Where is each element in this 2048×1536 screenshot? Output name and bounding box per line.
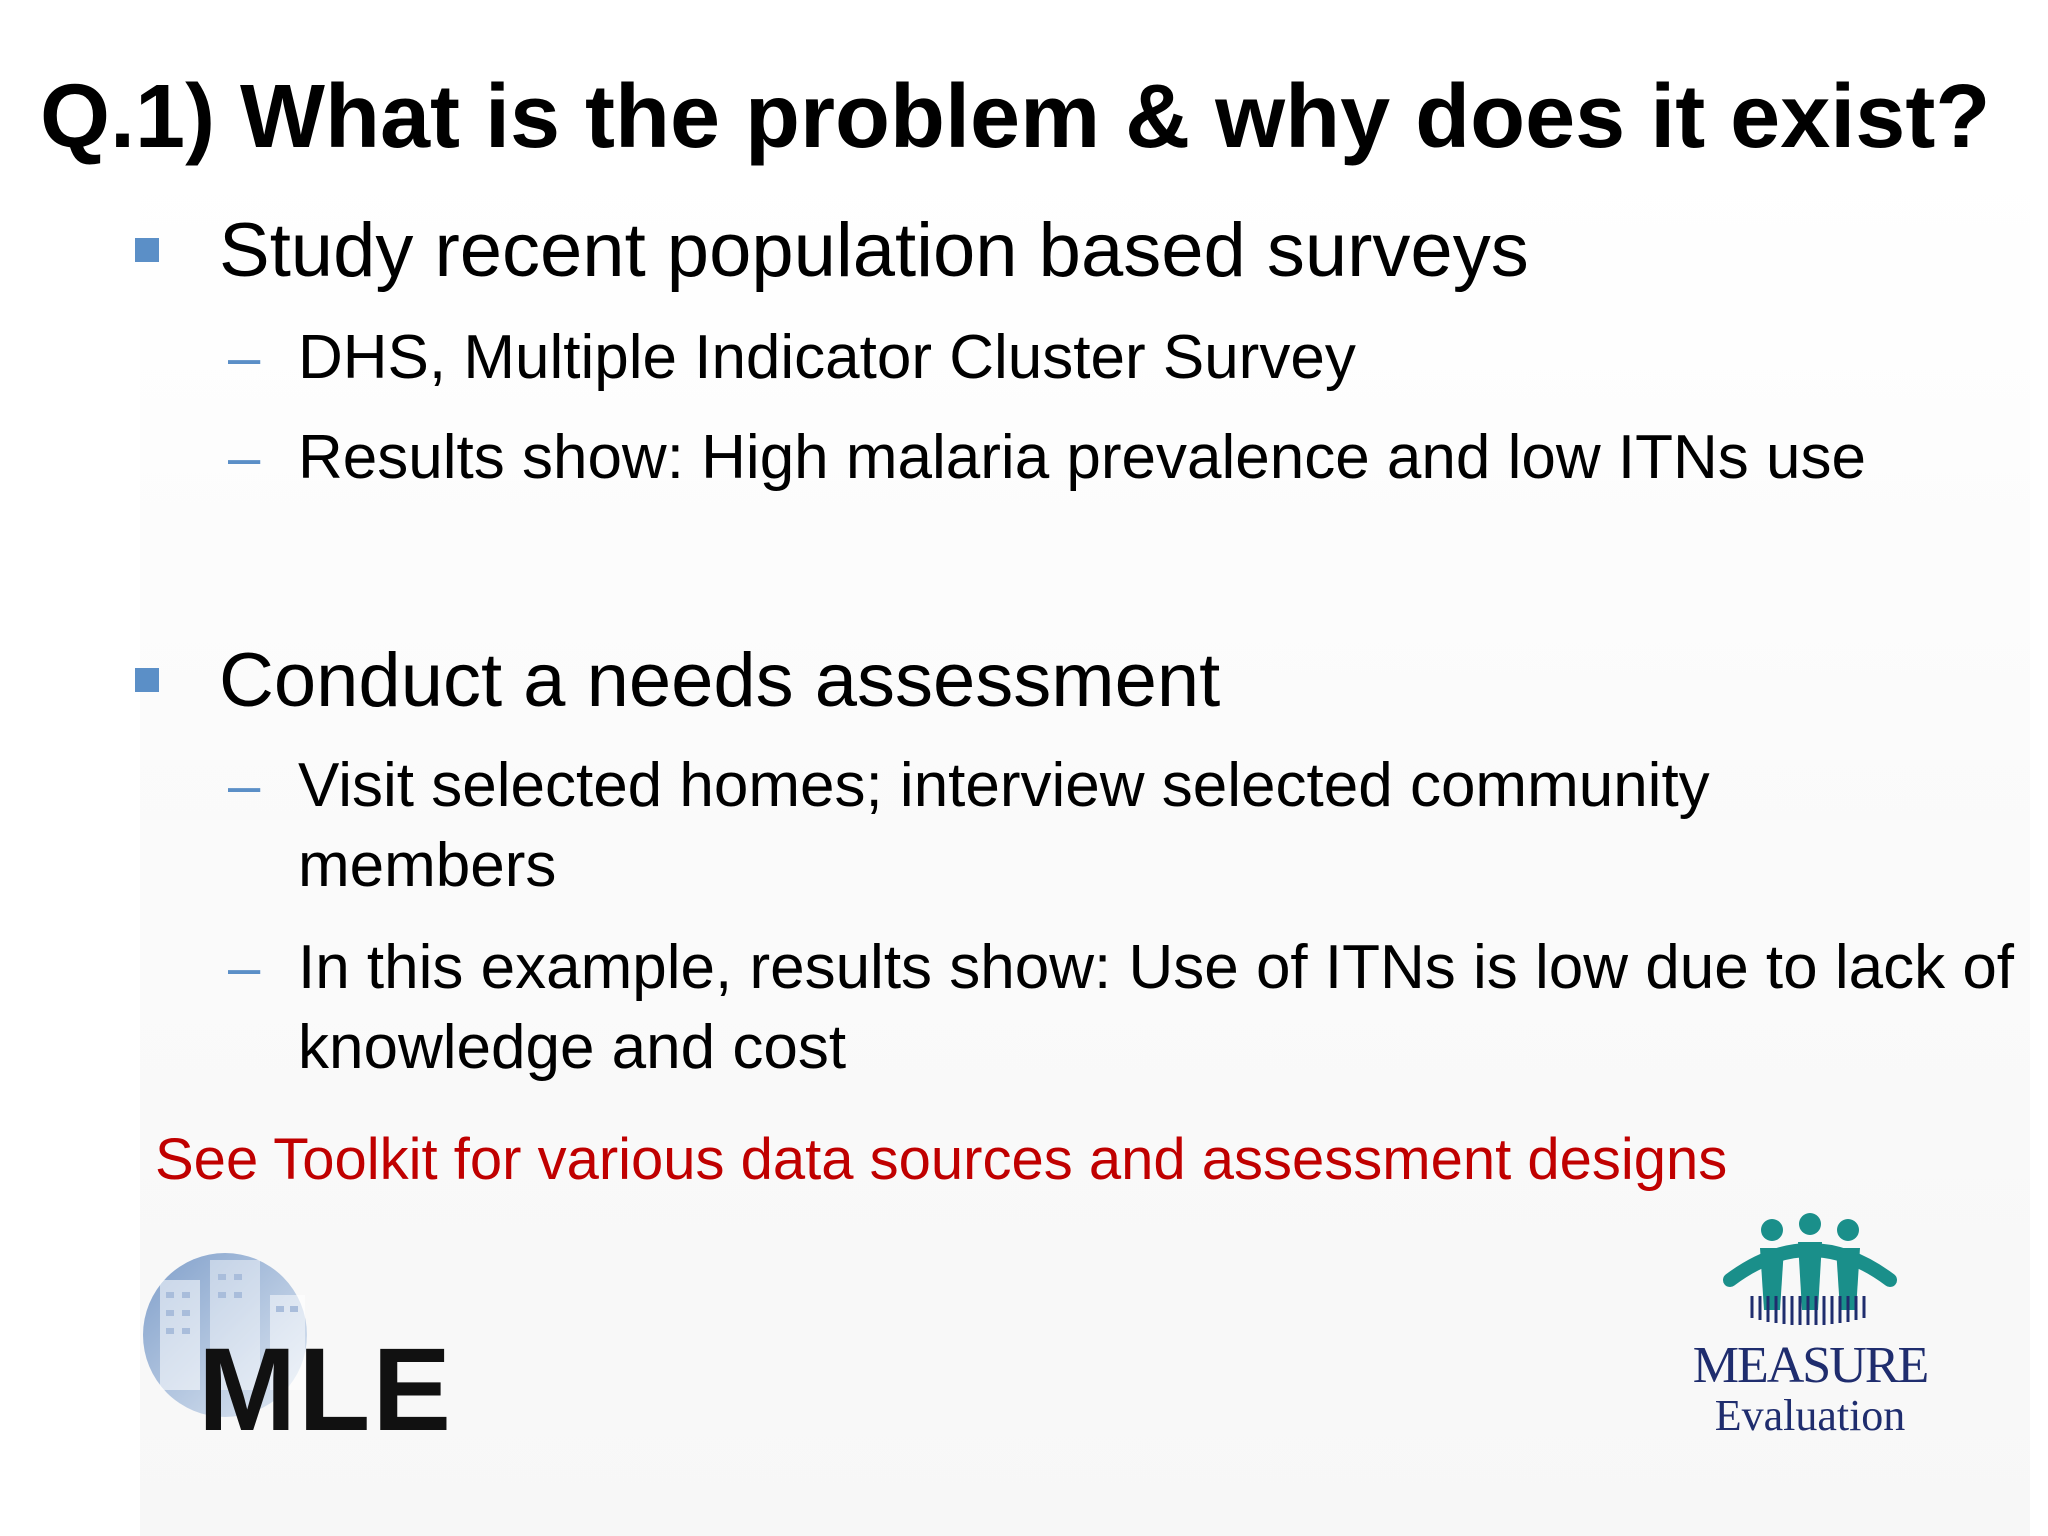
- slide-title: Q.1) What is the problem & why does it exist?: [40, 67, 1991, 167]
- sub-bullet-text: DHS, Multiple Indicator Cluster Survey: [298, 323, 1356, 392]
- sub-bullet-text: In this example, results show: Use of ITNs is low due to lack of knowledge and cost: [298, 933, 2015, 1082]
- square-bullet-icon: [135, 238, 159, 262]
- svg-text:Evaluation: Evaluation: [1714, 1391, 1906, 1440]
- dash-bullet-icon: –: [228, 325, 261, 390]
- sub-bullet-item: [228, 746, 1958, 906]
- sub-bullet-text: Results show: High malaria prevalence and low ITNs use: [298, 423, 1866, 492]
- dash-bullet-icon: –: [228, 425, 261, 490]
- bullet-item: [135, 636, 1220, 726]
- bullet-item: [135, 206, 1529, 296]
- sub-bullet-item: [228, 928, 2028, 1088]
- sub-bullet-item: [228, 418, 1958, 498]
- dash-bullet-icon: –: [228, 753, 261, 818]
- mle-buildings-logo-icon: [120, 1240, 500, 1440]
- sub-bullet-item: [228, 318, 1988, 398]
- svg-text:MLE: MLE: [198, 1324, 454, 1440]
- square-bullet-icon: [135, 668, 159, 692]
- dash-bullet-icon: –: [228, 935, 261, 1000]
- bullet-text: Study recent population based surveys: [219, 208, 1529, 293]
- bullet-text: Conduct a needs assessment: [219, 638, 1221, 723]
- measure-people-logo-icon: [1690, 1210, 1930, 1450]
- svg-text:MEASURE: MEASURE: [1692, 1337, 1928, 1394]
- toolkit-note: See Toolkit for various data sources and assessment designs: [155, 1127, 1728, 1192]
- sub-bullet-text: Visit selected homes; interview selected community members: [298, 751, 1710, 900]
